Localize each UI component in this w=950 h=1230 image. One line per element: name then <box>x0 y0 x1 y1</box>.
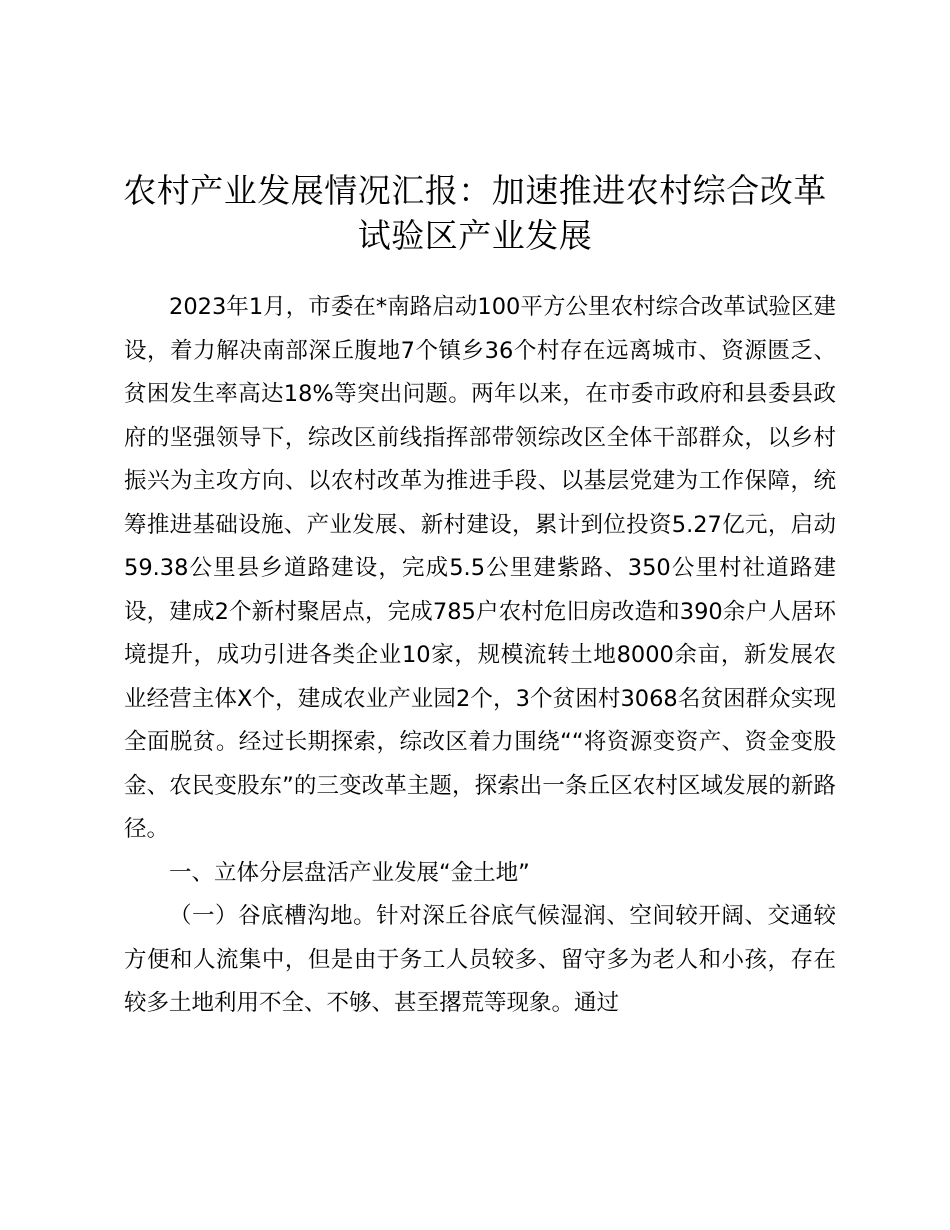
intro-paragraph: 2023年1月，市委在*南路启动100平方公里农村综合改革试验区建设，着力解决南部深丘腹地7个镇乡36个村存在远离城市、资源匮乏、贫困发生率高达18%等突出问题。两年以来，在市委市政府和县委县政府的坚强领导下，综改区前线指挥部带领综改区全体干部群众，以乡村振兴为主攻方向、以农村改革为推进手段、以基层党建为工作保障，统筹推进基础设施、产业发展、新村建设，累计到位投资5.27亿元，启动59.38公里县乡道路建设，完成5.5公里建紫路、350公里村社道路建设，建成2个新村聚居点，完成785户农村危旧房改造和390余户人居环境提升，成功引进各类企业10家，规模流转土地8000余亩，新发展农业经营主体X个，建成农业产业园2个，3个贫困村3068名贫困群众实现全面脱贫。经过长期探索，综改区着力围绕““将资源变资产、资金变股金、农民变股东”的三变改革主题，探索出一条丘区农村区域发展的新路径。 <box>124 294 836 842</box>
document-body <box>124 286 836 1026</box>
document-title: 农村产业发展情况汇报：加速推进农村综合改革试验区产业发展 <box>123 171 827 255</box>
section-heading: 一、立体分层盘活产业发展“金土地” <box>169 859 530 886</box>
subsection-paragraph: （一）谷底槽沟地。针对深丘谷底气候湿润、空间较开阔、交通较方便和人流集中，但是由于务工人员较多、留守多为老人和小孩，存在较多土地利用不全、不够、甚至撂荒等现象。通过 <box>124 903 836 1016</box>
